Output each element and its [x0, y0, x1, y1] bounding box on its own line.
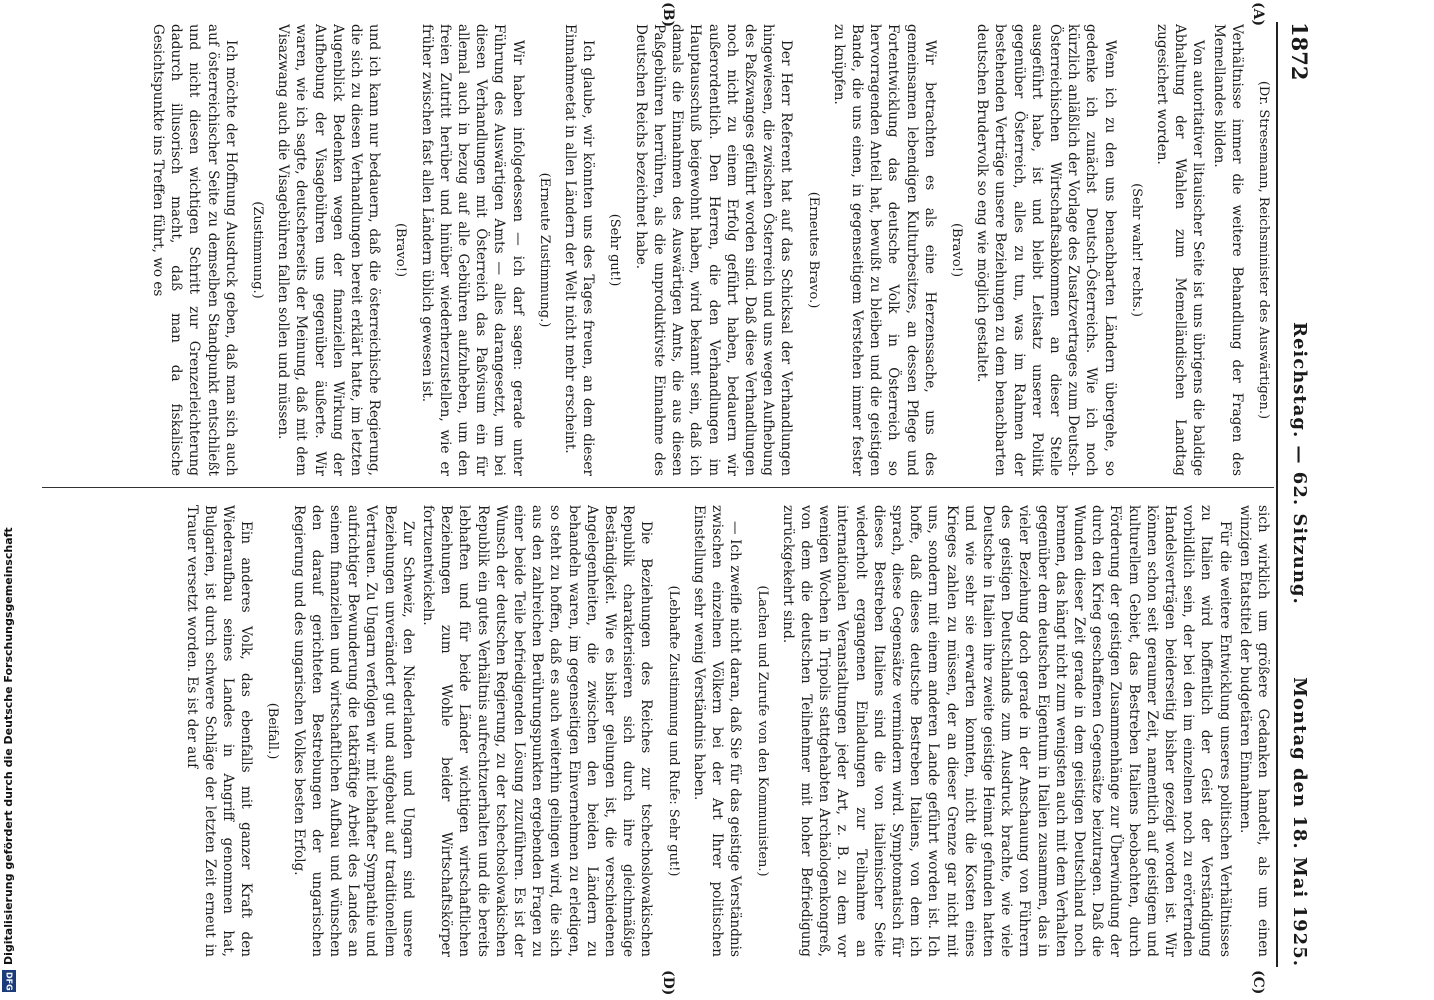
- paragraph: Ich möchte der Hoffnung Ausdruck geben, daß man sich auch auf österreichischer Seite zu demselben Standpunkt entschließt und nicht diesen wichtigen Schritt zur Grenzerleichterung dadurch illusorisch macht, daß man da fiskalische Gesichtspunkte ins Treffen führt, wo es: [150, 24, 239, 476]
- speaker-line: (Dr. Stresemann, Reichsminister des Auswärtigen.): [1256, 80, 1271, 420]
- paragraph: Verhältnisse immer die weitere Behandlung der Fragen des Memellandes bilden.: [1210, 24, 1245, 476]
- margin-mark-b: (B): [660, 2, 676, 28]
- paragraph: und ich kann nur bedauern, daß die österreichische Regierung, die sich zu diesen Verhandlungen bereit erklärt hatte, im letzten Augenblick Bedenken wegen der finanziellen Wirkung der Aufhebung der Visagebühren uns gegenüber äußerte. Wir waren, wie ich sagte, deutscherseits der Meinung, daß mit dem Visazwang auch die Visagebühren fallen sollen und müssen.: [275, 24, 383, 476]
- margin-mark-d: (D): [660, 970, 676, 996]
- interjection: (Lebhafte Zustimmung und Rufe: Sehr gut!): [665, 585, 681, 877]
- paragraph: Wir betrachten es als eine Herzenssache, uns des gemeinsamen lebendigen Kulturbesitzes, an dessen Pflege und Fortentwicklung das deutsche Volk in Österreich so hervorragenden Anteil hat, bewußt zu bleiben und die geistigen Bande, die uns einen, in gegenseitigem Verstehen immer fester zu knüpfen.: [830, 24, 938, 476]
- margin-mark-c: (C): [1250, 970, 1266, 995]
- interjection: (Bravo!): [948, 222, 964, 278]
- interjection: (Sehr gut!): [607, 213, 623, 287]
- paragraph: Ich glaube, wir könnten uns des Tages freuen, an dem dieser Einnahmeetat in allen Ländern der Welt nicht mehr erscheint.: [562, 24, 597, 476]
- interjection: (Bravo!): [393, 222, 409, 278]
- column-divider: [42, 487, 1274, 488]
- session-date: Montag den 18. Mai 1925.: [1289, 677, 1310, 967]
- paragraph: Der Herr Referent hat auf das Schicksal der Verhandlungen hingewiesen, die zwischen Österreich und uns wegen Aufhebung des Paßzwanges geführt worden sind. Daß diese Verhandlungen noch nicht zu einem Erfolg geführt haben, bedauern wir außerordentlich. Den Herren, die den Verhandlungen im Hauptausschuß beigewohnt haben, wird bekannt sein, daß ich damals die Einnahmen des Auswärtigen Amts, die aus diesen Paßgebühren herrühren, als die unproduktivste Einnahme des Deutschen Reichs bezeichnet habe.: [632, 24, 795, 476]
- left-column: [42, 24, 1272, 476]
- session-title: Reichstag. — 62. Sitzung.: [1289, 322, 1310, 605]
- paragraph: Die Beziehungen des Reiches zur tschechoslowakischen Republik charakterisieren sich durch ihre gleichmäßige Beständigkeit. Wie es bisher gelungen ist, die verschiedenen Angelegenheiten, die zwischen den beiden Ländern zu behandeln waren, im gegenseitigen Einvernehmen zu erledigen, so steht zu hoffen, daß es auch weiterhin gelingen wird, die sich aus den zahlreichen Berührungspunkten ergebenden Fragen zu einer beide Teile befriedigenden Lösung zuzuführen. Es ist der Wunsch der deutschen Regierung, zu der tschechoslowakischen Republik ein gutes Verhältnis aufrechtzuerhalten und die bereits lebhaften und für beide Länder wichtigen wirtschaftlichen Beziehungen zum Wohle beider Wirtschaftskörper fortzuentwickeln.: [420, 505, 655, 957]
- interjection: (Erneutes Bravo.): [805, 191, 821, 309]
- page-header: [1276, 22, 1316, 967]
- page-number: 1872: [1287, 22, 1312, 81]
- paragraph: Wir haben infolgedessen — ich darf sagen: gerade unter Führung des Auswärtigen Amts — alles darangesetzt, um bei diesen Verhandlungen mit Österreich das Paßvisum ein für allemal auch in bezug auf alle Gebühren aufzuheben, um den freien Zutritt herüber und hinüber wiederherzustellen, wie er früher zwischen fast allen Ländern üblich gewesen ist.: [418, 24, 526, 476]
- paragraph: Wenn ich zu den uns benachbarten Ländern übergehe, so gedenke ich zunächst Deutsch-Österreichs. Wie ich noch kürzlich anläßlich der Vorlage des Zusatzvertrages zum Deutsch-Österreichischen Wirtschaftsabkommen an dieser Stelle ausgeführt habe, ist und bleibt Leitsatz unserer Politik gegenüber Österreich, alles zu tun, was im Rahmen der bestehenden Verträge unsere Beziehungen zu dem benachbarten deutschen Brudervolk so eng wie möglich gestaltet.: [974, 24, 1118, 476]
- interjection: (Zustimmung.): [250, 201, 266, 299]
- digitization-strip: [0, 0, 22, 1000]
- paragraph: — Ich zweifle nicht daran, daß Sie für das geistige Verständnis zwischen einzelnen Völkern bei der Art Ihrer politischen Einstellung sehr wenig Verständnis haben.: [690, 505, 744, 957]
- margin-mark-a: (A): [1250, 2, 1266, 27]
- dfg-logo: DFG: [2, 970, 16, 992]
- interjection: (Sehr wahr! rechts.): [1128, 183, 1144, 317]
- interjection: (Lachen und Zurufe von den Kommunisten.): [754, 585, 770, 877]
- interjection: (Beifall.): [265, 702, 281, 760]
- paragraph: sich wirklich um größere Gedanken handelt, als um einen winzigen Etatstitel der budgetären Einnahmen.: [1236, 505, 1271, 957]
- interjection: (Erneute Zustimmung.): [536, 172, 552, 328]
- paragraph: Von autoritativer litauischer Seite ist uns übrigens die baldige Abhaltung der Wahlen zum Memelländischen Landtag zugesichert worden.: [1153, 24, 1207, 476]
- paragraph: Zur Schweiz, den Niederlanden und Ungarn sind unsere Beziehungen unverändert gut und aufgebaut auf traditionellem Vertrauen. Zu Ungarn verfolgen wir mit lebhafter Sympathie und aufrichtiger Bewunderung die tatkräftige Arbeit des Landes an seinem finanziellen und wirtschaftlichen Aufbau und wünschen den darauf gerichteten Bestrebungen der ungarischen Regierung und des ungarischen Volkes besten Erfolg.: [290, 505, 416, 957]
- paragraph: Ein anderes Volk, das ebenfalls mit ganzer Kraft den Wiederaufbau seines Landes in Angriff genommen hat, Bulgarien, ist durch schwere Schläge der letzten Zeit erneut in Trauer versetzt worden. Es ist der auf: [183, 505, 255, 957]
- paragraph: Für die weitere Entwicklung unseres politischen Verhältnisses zu Italien wird hoffentlich der Geist der Verständigung vorbildlich sein, der bei den im einzelnen noch zu erörternden Handelsverträgen beiderseitig bisher gezeigt worden ist. Wir können schon seit geraumer Zeit, namentlich auf geistigem und kulturellem Gebiet, das Bestreben Italiens beobachten, durch Förderung der geistigen Zusammenhänge zur Überwindung der durch den Krieg geschaffenen Gegensätze beizutragen. Daß die Wunden dieser Zeit gerade in dem geistigen Deutschland noch brennen, das hängt nicht zum wenigsten auch mit dem Verhalten gegenüber dem deutschen Eigentum in Italien zusammen, das in vieler Beziehung doch gerade in der Anschauung von Führern des geistigen Deutschlands zum Ausdruck brachte, wie viele Deutsche in Italien ihre zweite geistige Heimat gefunden hatten und wie sehr sie erwarten konnten, nicht die Kosten eines Krieges zahlen zu müssen, der an dieser Grenze gar nicht mit uns, sondern mit einem anderen Lande geführt worden ist. Ich hoffe, daß dieses deutsche Bestreben Italiens, von dem ich sprach, diese Gegensätze vermindern wird. Symptomatisch für dieses Bestreben Italiens sind die von italienischer Seite wiederholt ergangenen Einladungen zur Teilnahme an internationalen Veranstaltungen jeder Art, z. B. zu dem vor wenigen Wochen in Tripolis stattgehabten Archäologenkongreß, von dem die deutschen Teilnehmer mit hoher Befriedigung zurückgekehrt sind.: [779, 505, 1233, 957]
- digitization-credit: Digitalisierung gefördert durch die Deutsche Forschungsgemeinschaft: [2, 527, 15, 965]
- right-column: [42, 505, 1272, 957]
